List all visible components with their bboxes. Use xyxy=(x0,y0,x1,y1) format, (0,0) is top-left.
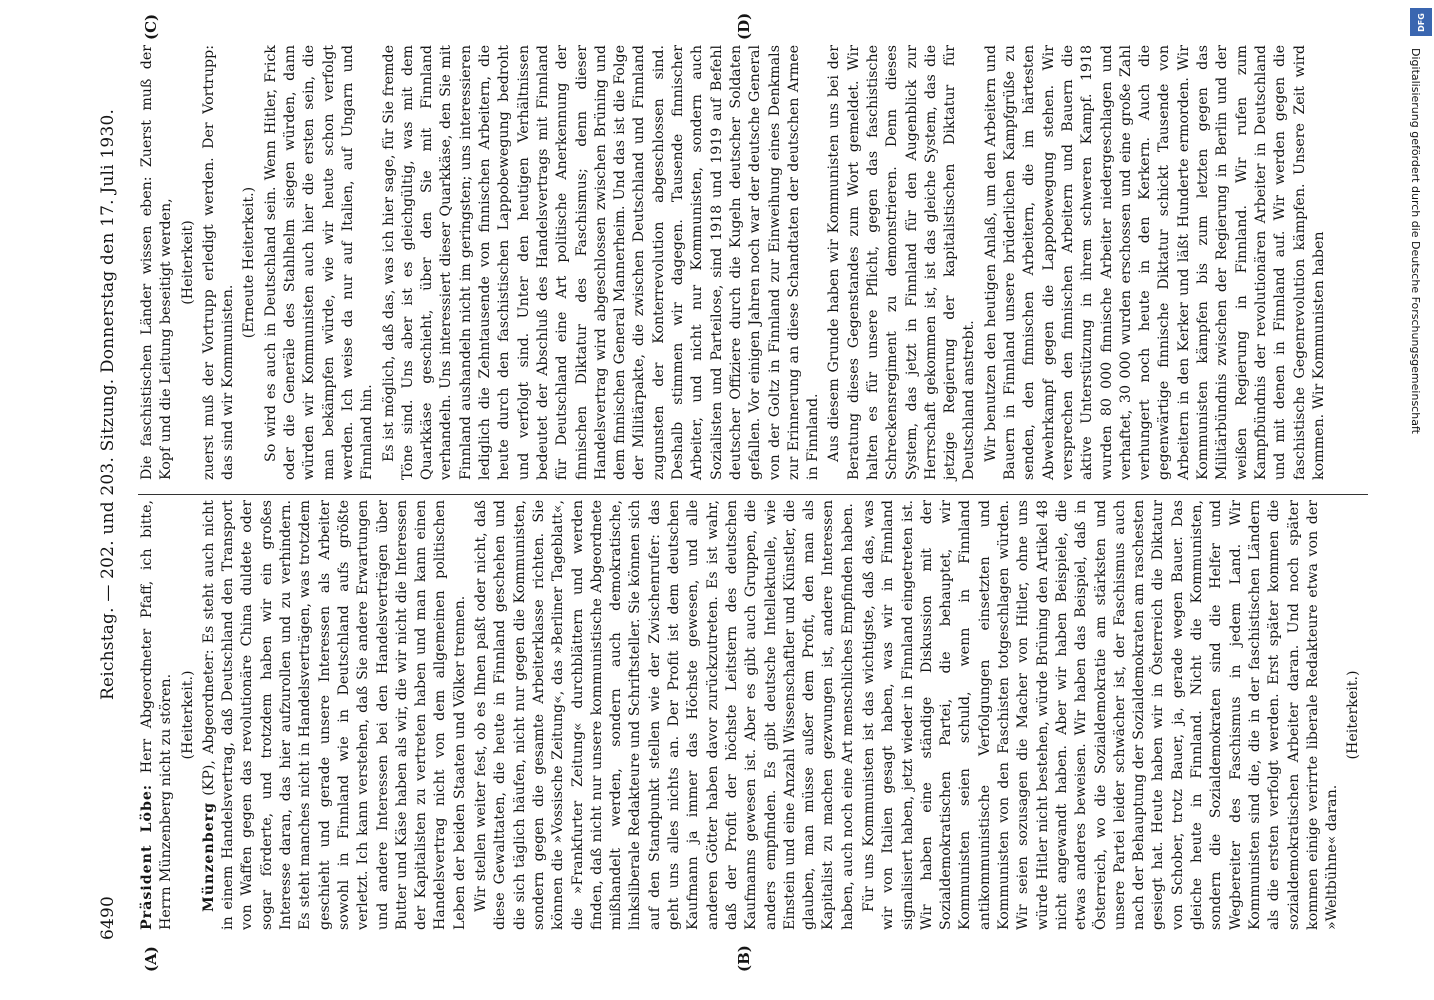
margin-mark-a: (A) xyxy=(142,946,160,972)
paragraph xyxy=(138,500,177,930)
interjection: (Heiterkeit) xyxy=(179,220,196,305)
speaker-name: Münzenberg xyxy=(200,801,217,912)
interjection: (Erneute Heiterkeit.) xyxy=(241,186,258,339)
dfg-stamp xyxy=(1410,8,1432,988)
margin-mark-d: (D) xyxy=(735,12,753,40)
paragraph-text: Herr Abgeordneter Pfaff, ich bitte, Herrn Münzenberg nicht zu stören. xyxy=(139,500,175,930)
paragraph xyxy=(860,500,1342,930)
margin-mark-b: (B) xyxy=(735,945,753,972)
page-header xyxy=(98,40,126,940)
column-divider xyxy=(138,494,1368,495)
paragraph xyxy=(982,45,1329,480)
paragraph xyxy=(200,45,239,480)
paragraph xyxy=(138,45,177,480)
paragraph-text: Wir benutzen den heutigen Anlaß, um den Arbeitern und Bauern in Finnland unsere brüderlichen Kampfgrüße zu senden, den finnischen Arbeitern, die im härtesten Abwehrkampf gegen die Lappobewegung stehen. Wir versprechen den finnischen Arbeitern und Bauern die aktive Unterstützung in ihrem schweren Kampf. 1918 wurden 80 000 finnische Arbeiter niedergeschlagen und verhaftet, 30 000 wurden erschossen und eine große Zahl verhungert noch heute in den Kerkern. Auch die gegenwärtige finnische Diktatur schickt Tausende von Arbeitern in den Kerker und läßt Hunderte ermorden. Wir Kommunisten kämpfen bis zum letzten gegen das Militärbündnis zwischen der Regierung in Berlin und der weißen Regierung in Finnland. Wir rufen zum Kampfbündnis der revolutionären Arbeiter in Deutschland und mit denen in Finnland auf. Wir werden gegen die faschistische Gegenrevolution kämpfen. Unsere Zeit wird kommen. Wir Kommunisten haben xyxy=(982,45,1327,480)
paragraph xyxy=(380,45,824,480)
page-title: Reichstag. — 202. und 203. Sitzung. Donnerstag den 17. Juli 1930. xyxy=(98,108,118,700)
dfg-credit-text: Digitalisierung gefördert durch die Deutsche Forschungsgemeinschaft xyxy=(1409,48,1422,434)
page-number: 6490 xyxy=(98,895,118,940)
paragraph-text: Die faschistischen Länder wissen eben: Zuerst muß der Kopf und die Leitung beseitigt werden, xyxy=(139,45,175,480)
paragraph-text: Für uns Kommunisten ist das wichtigste, daß das, was wir von Italien gesagt haben, was wir in Finnland signalisiert haben, jetzt wieder in Finnland eingetreten ist. Wir haben eine ständige Diskussion mit der Sozialdemokratischen Partei, die behauptet, wir Kommunisten seien schuld, wenn in Finnland antikommunistische Verfolgungen einsetzten und Kommunisten von den Faschisten totgeschlagen würden. Wir seien sozusagen die Macher von Hitler, ohne uns würde Hitler nicht bestehen, würde Brüning den Artikel 48 nicht angewandt haben. Aber wir haben Beispiele, die etwas anderes beweisen. Wir haben das Beispiel, daß in Österreich, wo die Sozialdemokratie am stärksten und unsere Partei leider schwächer ist, der Faschismus auch nach der Behauptung der Sozialdemokraten am raschesten gesiegt hat. Heute haben wir in Österreich die Diktatur von Schober, trotz Bauer, ja, gerade wegen Bauer. Das gleiche heute in Finnland. Nicht die Kommunisten, sondern die Sozialdemokraten sind die Helfer und Wegbereiter des Faschismus in jedem Land. Wir Kommunisten sind die, die in der faschistischen Ländern als die ersten verfolgt werden. Erst später kommen die sozialdemokratischen Arbeiter daran. Und noch später kommen einige verirrte liberale Redakteure etwa von der »Weltbühne« daran. xyxy=(860,500,1341,930)
speaker-name: Präsident Löbe: xyxy=(139,783,155,930)
paragraph xyxy=(200,500,470,930)
dfg-logo: DFG xyxy=(1410,8,1432,36)
margin-mark-c: (C) xyxy=(142,13,160,40)
interjection: (Heiterkeit.) xyxy=(1345,670,1362,760)
paragraph xyxy=(825,45,979,480)
paragraph xyxy=(262,45,378,480)
paragraph-text: So wird es auch in Deutschland sein. Wenn Hitler, Frick oder die Generäle des Stahlhelm siegen würden, dann würden wir Kommunisten auch hier die ersten sein, die man bekämpfen würde, wie wir heute schon verfolgt werden. Ich weise da nur auf Italien, auf Ungarn und Finnland hin. xyxy=(262,45,376,480)
paragraph-text: Es ist möglich, daß das, was ich hier sage, für Sie fremde Töne sind. Uns aber ist es gleichgültig, was mit dem Quarkkäse geschieht, über den Sie mit Finnland verhandeln. Uns interessiert dieser Quarkkäse, den Sie mit Finnland aushandeln nicht im geringsten; uns interessieren lediglich die Zehntausende von finnischen Arbeitern, die heute durch den faschistischen Lappobewegung bedroht und verfolgt sind. Unter den heutigen Verhältnissen bedeutet der Abschluß des Handelsvertrags mit Finnland für Deutschland eine Art politische Anerkennung der finnischen Diktatur des Faschismus; denn dieser Handelsvertrag wird abgeschlossen zwischen Brüning und dem finnischen General Mannerheim. Und das ist die Folge der Militärpakte, die zwischen Deutschland und Finnland zugunsten der Konterrevolution abgeschlossen sind. Deshalb stimmen wir dagegen. Tausende finnischer Arbeiter, und nicht nur Kommunisten, sondern auch Sozialisten und Parteilose, sind 1918 und 1919 auf Befehl deutscher Offiziere durch die Kugeln deutscher Soldaten gefallen. Vor einigen Jahren noch war der deutsche General von der Goltz in Finnland zur Einweihung eines Denkmals zur Erinnerung an diese Schandtaten der deutschen Armee in Finnland. xyxy=(380,45,822,480)
paragraph-text: zuerst muß der Vortrupp erledigt werden. Der Vortrupp: das sind wir Kommunisten. xyxy=(200,45,237,480)
right-column xyxy=(138,45,1331,480)
rotated-page xyxy=(70,0,1400,1000)
paragraph-text: (KP), Abgeordneter: Es steht auch nicht in einem Handelsvertrag, daß Deutschland den Transport von Waffen gegen das revolutionäre China duldete oder sogar förderte, und trotzdem haben wir ein großes Interesse daran, das hier aufzurollen und zu verhindern. Es steht manches nicht in Handelsverträgen, was trotzdem geschieht und gerade unsere Interessen als Arbeiter sowohl in Finnland wie in Deutschland aufs größte verletzt. Ich kann verstehen, daß Sie andere Erwartungen und andere Interessen bei den Handelsverträgen über Butter und Käse haben als wir, die wir nicht die Interessen der Kapitalisten zu vertreten haben und man kann einen Handelsvertrag nicht von dem allgemeinen politischen Leben der beiden Staaten und Völker trennen. xyxy=(200,500,468,930)
interjection: (Heiterkeit.) xyxy=(179,670,196,760)
paragraph-text: Aus diesem Grunde haben wir Kommunisten uns bei der Beratung dieses Gegenstandes zum Wort gemeldet. Wir halten es für unsere Pflicht, gegen das faschistische Schreckensregiment zu demonstrieren. Denn dieses System, das jetzt in Finnland für den Augenblick zur Herrschaft gekommen ist, ist das gleiche System, das die jetzige Regierung der kapitalistischen Diktatur für Deutschland anstrebt. xyxy=(826,45,978,480)
paragraph xyxy=(472,500,858,930)
left-column xyxy=(138,500,1366,930)
paragraph-text: Wir stellen weiter fest, ob es Ihnen paßt oder nicht, daß diese Gewalttaten, die heute in Finnland geschehen und die sich täglich häufen, nicht nur gegen die Kommunisten, sondern gegen die gesamte Arbeiterklasse richten. Sie können die »Vossische Zeitung«, das »Berliner Tageblatt«, die »Frankfurter Zeitung« durchblättern und werden finden, daß nicht nur unsere kommunistische Abgeordnete mißhandelt werden, sondern auch demokratische, linksliberale Redakteure und Schriftsteller. Sie können sich auf den Standpunkt stellen wie der Zwischenrufer: das geht uns alles nichts an. Der Profit ist dem deutschen Kaufmann ja immer das Höchste gewesen, und alle anderen Götter haben davor zurückzutreten. Es ist wahr, daß der Profit der höchste Leitstern des deutschen Kaufmanns gewesen ist. Aber es gibt auch Gruppen, die anders empfinden. Es gibt deutsche Intellektuelle, wie Einstein und eine Anzahl Wissenschaftler und Künstler, die glauben, man müsse außer dem Profit, den man als Kapitalist zu machen gezwungen ist, andere Interessen haben, auch noch eine Art menschliches Empfinden haben. xyxy=(473,500,856,930)
